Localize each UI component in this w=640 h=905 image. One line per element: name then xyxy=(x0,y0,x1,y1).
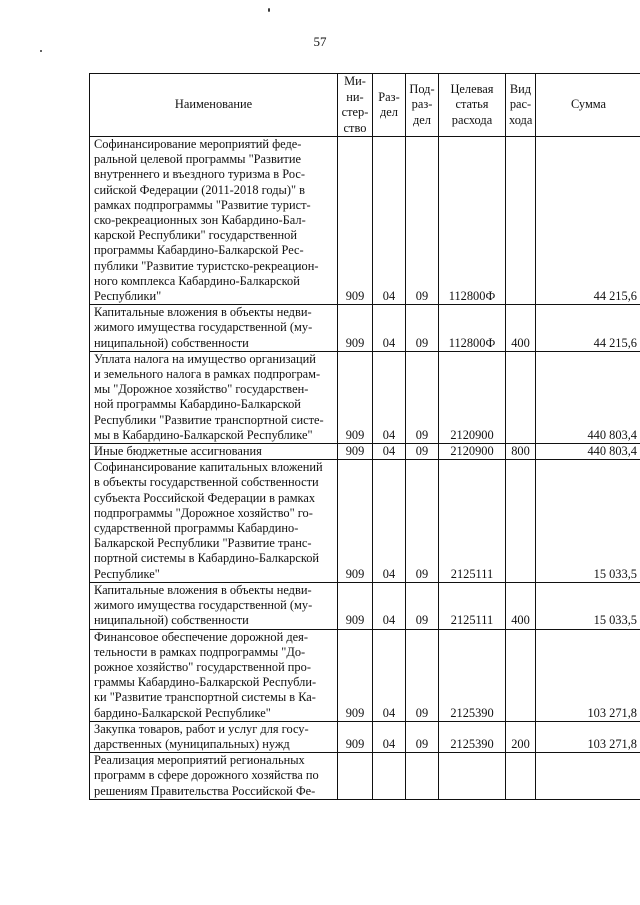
row-target: 112800Ф xyxy=(439,137,506,305)
row-subsection: 09 xyxy=(406,351,439,443)
row-target: 2120900 xyxy=(439,351,506,443)
row-kind xyxy=(506,753,536,800)
table-row xyxy=(90,721,640,752)
table-row xyxy=(90,460,640,583)
row-target: 2125390 xyxy=(439,629,506,721)
row-sum: 15 033,5 xyxy=(536,460,640,583)
table-row xyxy=(90,444,640,460)
row-subsection: 09 xyxy=(406,629,439,721)
row-section: 04 xyxy=(373,444,406,460)
row-section: 04 xyxy=(373,351,406,443)
scan-speck xyxy=(268,8,270,12)
row-section: 04 xyxy=(373,137,406,305)
row-name: Капитальные вложения в объекты недви- жимого имущества государственной (му- ниципальной) собственности xyxy=(90,582,338,629)
row-target: 2120900 xyxy=(439,444,506,460)
table-row xyxy=(90,137,640,305)
row-section: 04 xyxy=(373,305,406,352)
table-row xyxy=(90,305,640,352)
row-sum: 44 215,6 xyxy=(536,305,640,352)
row-subsection xyxy=(406,753,439,800)
header-sum: Сумма xyxy=(536,74,640,137)
row-target: 112800Ф xyxy=(439,305,506,352)
row-target: 2125111 xyxy=(439,460,506,583)
row-subsection: 09 xyxy=(406,721,439,752)
row-kind xyxy=(506,460,536,583)
row-ministry: 909 xyxy=(338,444,373,460)
table-row xyxy=(90,351,640,443)
row-name: Софинансирование капитальных вложений в объекты государственной собственности субъекта Российской Федерации в рамках подпрограммы "Дорожное хозяйство" го- сударственной программы Кабардино- Балкарской Республики "Развитие транс- портной системы в Кабардино-Балкарской Республике" xyxy=(90,460,338,583)
row-subsection: 09 xyxy=(406,305,439,352)
row-ministry xyxy=(338,753,373,800)
row-name: Уплата налога на имущество организаций и земельного налога в рамках подпрограм- мы "Дорожное хозяйство" государствен- ной программы Кабардино-Балкарской Республики "Развитие транспортной систе- мы в Кабардино-Балкарской Республике" xyxy=(90,351,338,443)
row-subsection: 09 xyxy=(406,444,439,460)
row-ministry: 909 xyxy=(338,351,373,443)
row-subsection: 09 xyxy=(406,582,439,629)
row-kind xyxy=(506,351,536,443)
row-ministry: 909 xyxy=(338,137,373,305)
header-ministry: Ми- ни- стер- ство xyxy=(338,74,373,137)
row-kind xyxy=(506,629,536,721)
row-kind: 400 xyxy=(506,305,536,352)
row-sum: 440 803,4 xyxy=(536,351,640,443)
row-section: 04 xyxy=(373,582,406,629)
row-ministry: 909 xyxy=(338,460,373,583)
row-name: Софинансирование мероприятий феде- ральной целевой программы "Развитие внутреннего и въездного туризма в Рос- сийской Федерации (2011-2018 годы)" в рамках подпрограммы "Развитие турист- ско-рекреационных зон Кабардино-Бал- карской Республики" государственной программы Кабардино-Балкарской Рес- публики "Развитие туристско-рекреацион- ного комплекса Кабардино-Балкарской Республики" xyxy=(90,137,338,305)
row-sum: 440 803,4 xyxy=(536,444,640,460)
row-name: Капитальные вложения в объекты недви- жимого имущества государственной (му- ниципальной) собственности xyxy=(90,305,338,352)
row-name: Закупка товаров, работ и услуг для госу- дарственных (муниципальных) нужд xyxy=(90,721,338,752)
row-kind: 800 xyxy=(506,444,536,460)
budget-table xyxy=(89,73,640,800)
header-subsection: Под- раз- дел xyxy=(406,74,439,137)
row-name: Иные бюджетные ассигнования xyxy=(90,444,338,460)
row-ministry: 909 xyxy=(338,582,373,629)
header-kind: Вид рас- хода xyxy=(506,74,536,137)
scan-speck xyxy=(40,50,42,52)
row-target: 2125390 xyxy=(439,721,506,752)
row-sum: 15 033,5 xyxy=(536,582,640,629)
row-ministry: 909 xyxy=(338,629,373,721)
header-section: Раз- дел xyxy=(373,74,406,137)
row-ministry: 909 xyxy=(338,305,373,352)
row-target: 2125111 xyxy=(439,582,506,629)
row-sum: 103 271,8 xyxy=(536,721,640,752)
row-sum: 44 215,6 xyxy=(536,137,640,305)
row-kind xyxy=(506,137,536,305)
row-ministry: 909 xyxy=(338,721,373,752)
row-name: Финансовое обеспечение дорожной дея- тельности в рамках подпрограммы "До- рожное хозяйство" государственной про- граммы Кабардино-Балкарской Республи- ки "Развитие транспортной системы в Ка- бардино-Балкарской Республике" xyxy=(90,629,338,721)
table-row xyxy=(90,582,640,629)
row-section: 04 xyxy=(373,629,406,721)
row-kind: 400 xyxy=(506,582,536,629)
table-row xyxy=(90,753,640,800)
row-subsection: 09 xyxy=(406,137,439,305)
table-header-row xyxy=(90,74,640,137)
table-row xyxy=(90,629,640,721)
row-target xyxy=(439,753,506,800)
page-number: 57 xyxy=(313,34,327,49)
row-subsection: 09 xyxy=(406,460,439,583)
row-section: 04 xyxy=(373,460,406,583)
row-sum: 103 271,8 xyxy=(536,629,640,721)
row-name: Реализация мероприятий региональных программ в сфере дорожного хозяйства по решениям Правительства Российской Фе- xyxy=(90,753,338,800)
header-name: Наименование xyxy=(90,74,338,137)
row-sum xyxy=(536,753,640,800)
row-section xyxy=(373,753,406,800)
header-target: Целевая статья расхода xyxy=(439,74,506,137)
row-section: 04 xyxy=(373,721,406,752)
row-kind: 200 xyxy=(506,721,536,752)
